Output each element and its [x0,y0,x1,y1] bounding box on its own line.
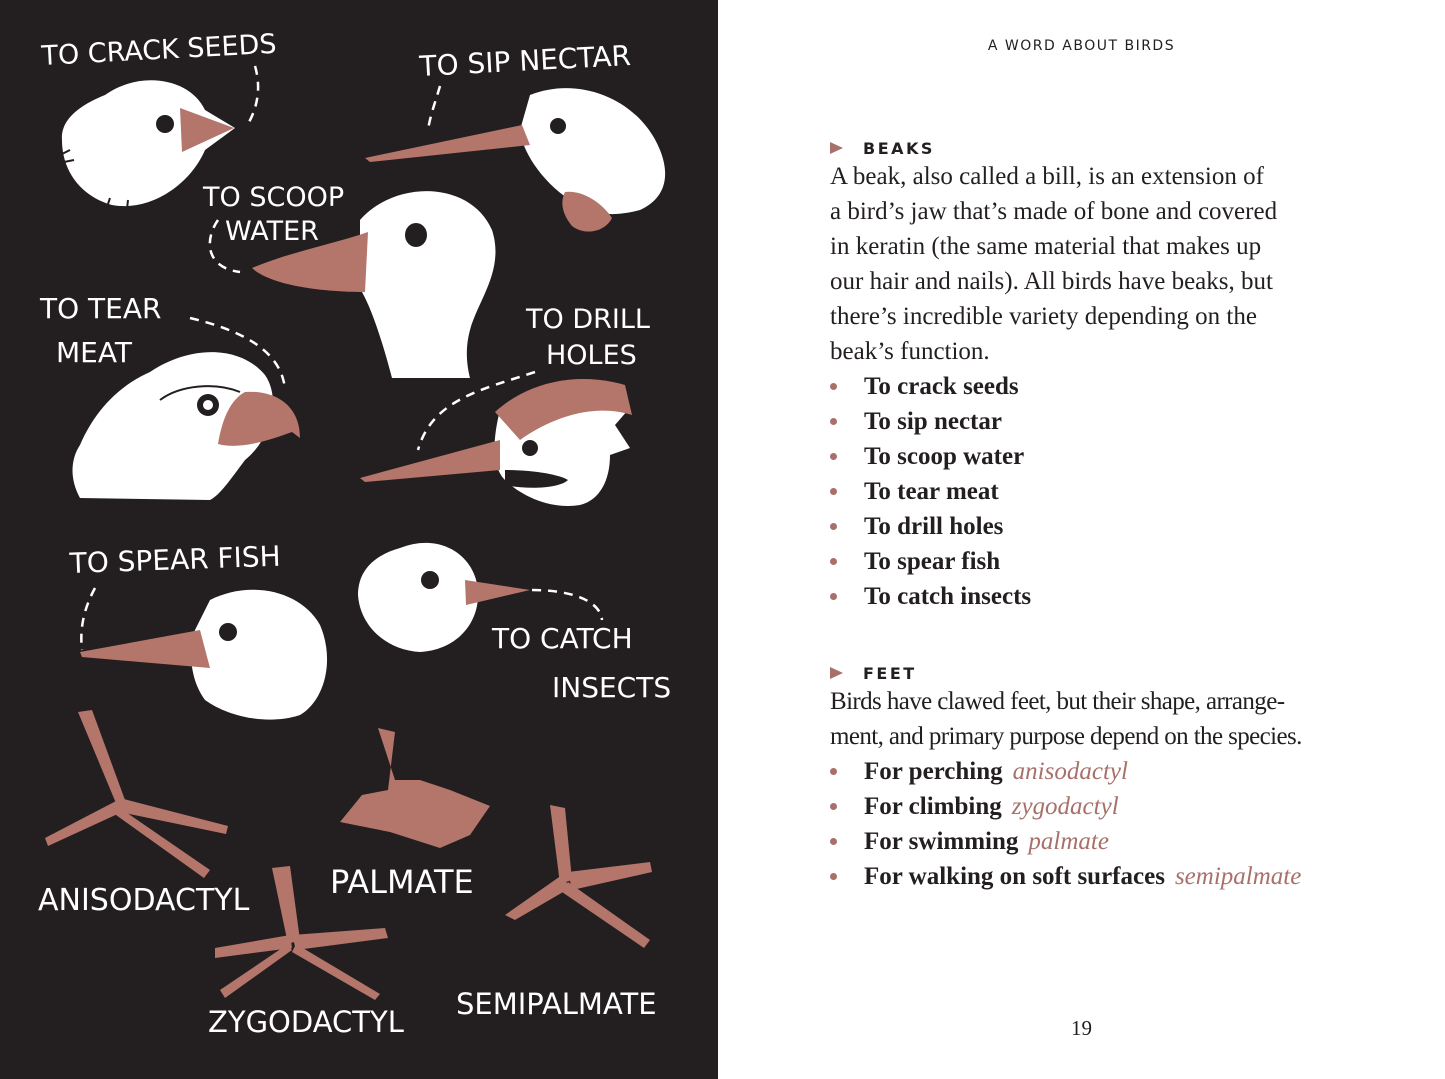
feet-paragraph-line: Birds have clawed feet, but their shape, arrange- [830,688,1285,715]
heron-head-icon [80,590,327,720]
label-anisodactyl: ANISODACTYL [38,883,250,918]
feet-type-list [830,754,1350,894]
label-spear-fish: TO SPEAR FISH [69,539,282,580]
label-drill-holes-1: TO DRILL [526,304,650,335]
beaks-heading [830,137,1350,159]
list-item: To crack seeds [830,369,1350,404]
label-semipalmate: SEMIPALMATE [456,987,657,1021]
beaks-paragraph-line: in keratin (the same material that makes up [830,233,1262,260]
feet-paragraph [830,684,1350,754]
list-item: For swimming palmate [830,824,1350,859]
bullet-dot-icon [830,768,837,775]
list-item: To drill holes [830,509,1350,544]
beaks-heading-label: BEAKS [863,138,935,158]
beaks-paragraph [830,159,1350,369]
list-item: To scoop water [830,439,1350,474]
feet-heading-label: FEET [863,663,917,683]
label-crack-seeds: TO CRACK SEEDS [40,28,278,72]
label-scoop-water-2: WATER [225,216,319,247]
list-item: To catch insects [830,579,1350,614]
feet-section [830,662,1350,894]
label-sip-nectar: TO SIP NECTAR [418,38,632,83]
list-item: To sip nectar [830,404,1350,439]
beaks-paragraph-line: A beak, also called a bill, is an extension of [830,163,1264,190]
list-item: For climbing zygodactyl [830,789,1350,824]
triangle-bullet-icon [830,667,843,679]
palmate-foot-icon [340,728,490,848]
beak-function-list [830,369,1350,614]
list-item: For perching anisodactyl [830,754,1350,789]
list-item: To spear fish [830,544,1350,579]
feet-paragraph-line: ment, and primary purpose depend on the species. [830,723,1302,750]
bullet-dot-icon [830,383,837,390]
running-head: A WORD ABOUT BIRDS [987,38,1176,54]
bullet-dot-icon [830,453,837,460]
bullet-dot-icon [830,838,837,845]
label-drill-holes-2: HOLES [546,340,637,371]
beaks-paragraph-line: a bird’s jaw that’s made of bone and covered [830,198,1278,225]
beaks-paragraph-line: beak’s function. [830,338,990,365]
bullet-dot-icon [830,418,837,425]
beaks-and-feet-illustration [0,0,718,1079]
bullet-dot-icon [830,593,837,600]
beaks-section [830,137,1350,614]
label-tear-meat-1: TO TEAR [40,292,162,325]
beaks-paragraph-line: there’s incredible variety depending on the [830,303,1257,330]
anisodactyl-foot-icon [45,710,228,878]
list-item: To tear meat [830,474,1350,509]
woodpecker-head-icon [360,379,632,506]
list-item: For walking on soft surfaces semipalmate [830,859,1350,894]
bullet-dot-icon [830,523,837,530]
triangle-bullet-icon [830,142,843,154]
bullet-dot-icon [830,873,837,880]
illustration-page [0,0,718,1079]
label-catch-insects-2: INSECTS [552,671,672,704]
eagle-head-icon [73,352,301,500]
bullet-dot-icon [830,558,837,565]
beaks-paragraph-line: our hair and nails). All birds have beaks, but [830,268,1273,295]
label-zygodactyl: ZYGODACTYL [208,1005,404,1039]
label-catch-insects-1: TO CATCH [492,622,633,655]
label-palmate: PALMATE [330,863,474,901]
bullet-dot-icon [830,488,837,495]
text-page [718,0,1445,1079]
label-scoop-water-1: TO SCOOP [203,182,345,213]
bullet-dot-icon [830,803,837,810]
label-tear-meat-2: MEAT [56,336,132,369]
semipalmate-foot-icon [505,805,652,948]
feet-heading [830,662,1350,684]
feet-illustrations [45,710,652,1000]
page-number: 19 [1071,1016,1092,1040]
